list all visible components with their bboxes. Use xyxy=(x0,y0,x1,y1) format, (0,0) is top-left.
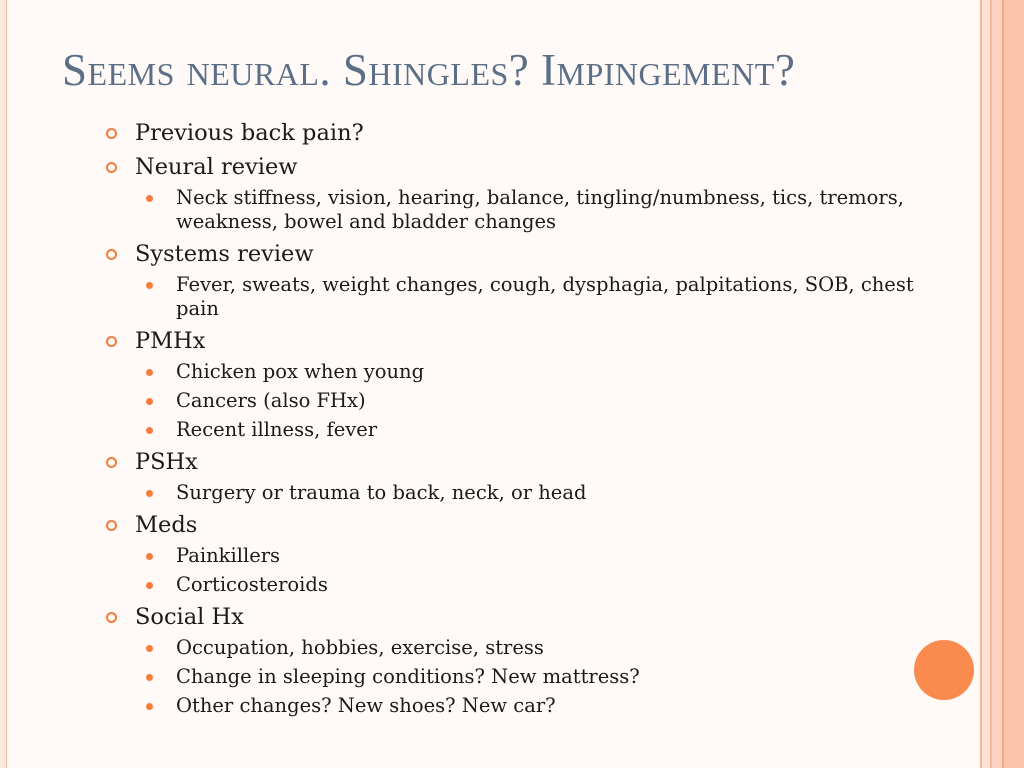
sub-bullet-text: Cancers (also FHx) xyxy=(176,389,366,412)
ring-bullet-icon xyxy=(106,249,117,260)
bullet-item xyxy=(106,119,936,147)
bullet-item xyxy=(106,327,936,355)
dot-bullet-icon xyxy=(146,553,153,560)
sub-bullet-text: Other changes? New shoes? New car? xyxy=(176,694,556,717)
sub-bullet-text: Change in sleeping conditions? New mattress? xyxy=(176,665,640,688)
dot-bullet-icon xyxy=(146,582,153,589)
bullet-item xyxy=(106,153,936,181)
sub-bullet-item xyxy=(106,544,936,568)
sub-bullet-item xyxy=(106,418,936,442)
ring-bullet-icon xyxy=(106,457,117,468)
sub-bullet-item xyxy=(106,389,936,413)
bullet-text: Systems review xyxy=(135,241,314,267)
sub-bullet-text: Chicken pox when young xyxy=(176,360,425,383)
ring-bullet-icon xyxy=(106,336,117,347)
bullet-text: Social Hx xyxy=(135,604,244,630)
bullet-item xyxy=(106,603,936,631)
dot-bullet-icon xyxy=(146,490,153,497)
ring-bullet-icon xyxy=(106,128,117,139)
dot-bullet-icon xyxy=(146,427,153,434)
bullet-text: Previous back pain? xyxy=(135,120,364,146)
right-stripe-decoration xyxy=(980,0,1024,768)
sub-bullet-item xyxy=(106,694,936,718)
dot-bullet-icon xyxy=(146,674,153,681)
sub-bullet-item xyxy=(106,573,936,597)
sub-bullet-item xyxy=(106,186,936,234)
sub-bullet-item xyxy=(106,481,936,505)
ring-bullet-icon xyxy=(106,612,117,623)
sub-bullet-text: Fever, sweats, weight changes, cough, dysphagia, palpitations, SOB, chest pain xyxy=(176,273,914,320)
dot-bullet-icon xyxy=(146,398,153,405)
bullet-text: Meds xyxy=(135,512,198,538)
sub-bullet-text: Recent illness, fever xyxy=(176,418,378,441)
slide-title: Seems neural. Shingles? Impingement? xyxy=(62,45,796,95)
dot-bullet-icon xyxy=(146,369,153,376)
sub-bullet-text: Painkillers xyxy=(176,544,281,567)
sub-bullet-item xyxy=(106,636,936,660)
sub-bullet-text: Occupation, hobbies, exercise, stress xyxy=(176,636,544,659)
dot-bullet-icon xyxy=(146,703,153,710)
sub-bullet-text: Neck stiffness, vision, hearing, balance, tingling/numbness, tics, tremors, weakness, bowel and bladder changes xyxy=(176,186,904,233)
bullet-text: Neural review xyxy=(135,154,298,180)
sub-bullet-item xyxy=(106,273,936,321)
bullet-list xyxy=(106,119,936,718)
sub-bullet-text: Corticosteroids xyxy=(176,573,328,596)
sub-bullet-text: Surgery or trauma to back, neck, or head xyxy=(176,481,587,504)
left-border-decoration xyxy=(0,0,7,768)
bullet-text: PSHx xyxy=(135,449,198,475)
dot-bullet-icon xyxy=(146,195,153,202)
sub-bullet-item xyxy=(106,665,936,689)
bullet-item xyxy=(106,448,936,476)
dot-bullet-icon xyxy=(146,645,153,652)
bullet-item xyxy=(106,240,936,268)
ring-bullet-icon xyxy=(106,162,117,173)
bullet-item xyxy=(106,511,936,539)
sub-bullet-item xyxy=(106,360,936,384)
bullet-text: PMHx xyxy=(135,328,206,354)
dot-bullet-icon xyxy=(146,282,153,289)
ring-bullet-icon xyxy=(106,520,117,531)
